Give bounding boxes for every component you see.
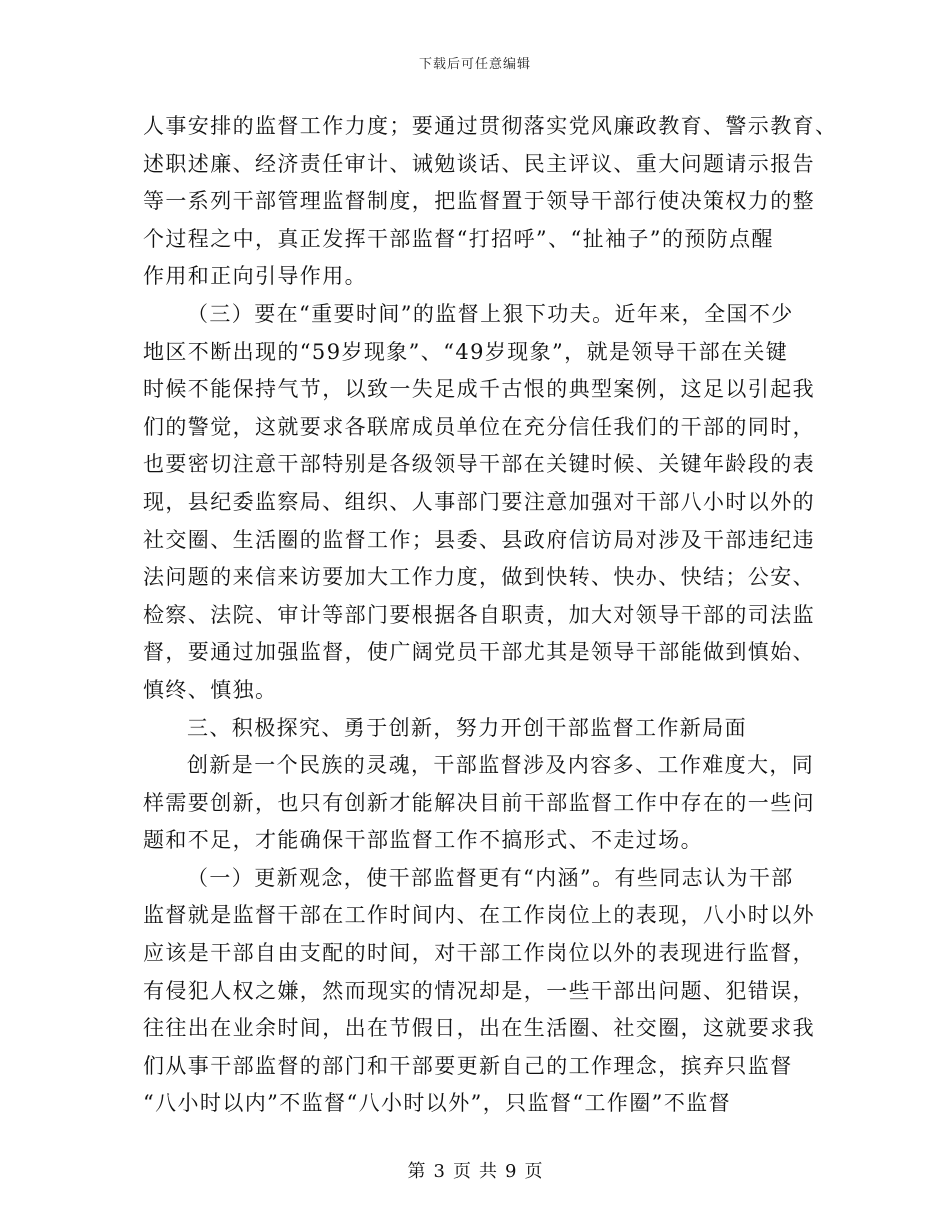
paragraph-line: 应该是干部自由支配的时间，对干部工作岗位以外的表现进行监督， bbox=[143, 941, 815, 966]
paragraph-line: 个过程之中，真正发挥干部监督“打招呼”、“扯袖子”的预防点醒 bbox=[143, 226, 774, 251]
paragraph-line: 社交圈、生活圈的监督工作；县委、县政府信访局对涉及干部违纪违 bbox=[143, 527, 815, 552]
paragraph-line: 述职述廉、经济责任审计、诫勉谈话、民主评议、重大问题请示报告 bbox=[143, 151, 815, 176]
paragraph-line: 有侵犯人权之嫌，然而现实的情况却是，一些干部出问题、犯错误， bbox=[143, 978, 815, 1003]
paragraph-line: 们的警觉，这就要求各联席成员单位在充分信任我们的干部的同时， bbox=[143, 414, 815, 439]
paragraph-line: 题和不足，才能确保干部监督工作不搞形式、不走过场。 bbox=[143, 828, 703, 853]
paragraph-line: 时候不能保持气节，以致一失足成千古恨的典型案例，这足以引起我 bbox=[143, 377, 815, 402]
footer-total-word: 共 bbox=[479, 1161, 497, 1182]
paragraph-line: （三）要在“重要时间”的监督上狠下功夫。近年来，全国不少 bbox=[187, 301, 794, 326]
paragraph-line: 监督就是监督干部在工作时间内、在工作岗位上的表现，八小时以外 bbox=[143, 903, 815, 928]
paragraph-line: 人事安排的监督工作力度；要通过贯彻落实党风廉政教育、警示教育、 bbox=[143, 114, 838, 138]
paragraph-line: 法问题的来信来访要加大工作力度，做到快转、快办、快结；公安、 bbox=[143, 565, 815, 590]
total-pages-number: 9 bbox=[505, 1161, 517, 1182]
section-heading: 三、积极探究、勇于创新，努力开创干部监督工作新局面 bbox=[187, 715, 747, 740]
paragraph-line: （一）更新观念，使干部监督更有“内涵”。有些同志认为干部 bbox=[187, 865, 794, 890]
paragraph-line: 检察、法院、审计等部门要根据各自职责，加大对领导干部的司法监 bbox=[143, 602, 815, 627]
paragraph-line: 等一系列干部管理监督制度，把监督置于领导干部行使决策权力的整 bbox=[143, 189, 815, 214]
footer-suffix: 页 bbox=[524, 1161, 543, 1182]
footer-page-word: 页 bbox=[453, 1161, 471, 1182]
page-footer bbox=[0, 1157, 950, 1183]
paragraph-line: 现，县纪委监察局、组织、人事部门要注意加强对干部八小时以外的 bbox=[143, 489, 815, 514]
paragraph-line: 慎终、慎独。 bbox=[143, 677, 278, 702]
paragraph-line: 督，要通过加强监督，使广阔党员干部尤其是领导干部能做到慎始、 bbox=[143, 640, 815, 665]
paragraph-line: 地区不断出现的“59岁现象”、“49岁现象”，就是领导干部在关键 bbox=[143, 339, 789, 364]
paragraph-line: “八小时以内”不监督“八小时以外”，只监督“工作圈”不监督 bbox=[143, 1091, 732, 1116]
paragraph-line: 往往出在业余时间，出在节假日，出在生活圈、社交圈，这就要求我 bbox=[143, 1016, 815, 1041]
paragraph-line: 样需要创新，也只有创新才能解决目前干部监督工作中存在的一些问 bbox=[143, 790, 815, 815]
footer-prefix: 第 bbox=[407, 1161, 426, 1182]
document-body bbox=[143, 108, 838, 1123]
paragraph-line: 也要密切注意干部特别是各级领导干部在关键时候、关键年龄段的表 bbox=[143, 452, 815, 477]
paragraph-line: 们从事干部监督的部门和干部要更新自己的工作理念，摈弃只监督 bbox=[143, 1053, 793, 1078]
current-page-number: 3 bbox=[433, 1161, 445, 1182]
paragraph-line: 作用和正向引导作用。 bbox=[143, 264, 367, 289]
paragraph-line: 创新是一个民族的灵魂，干部监督涉及内容多、工作难度大，同 bbox=[187, 753, 815, 778]
page-header: 下载后可任意编辑 bbox=[418, 57, 531, 72]
